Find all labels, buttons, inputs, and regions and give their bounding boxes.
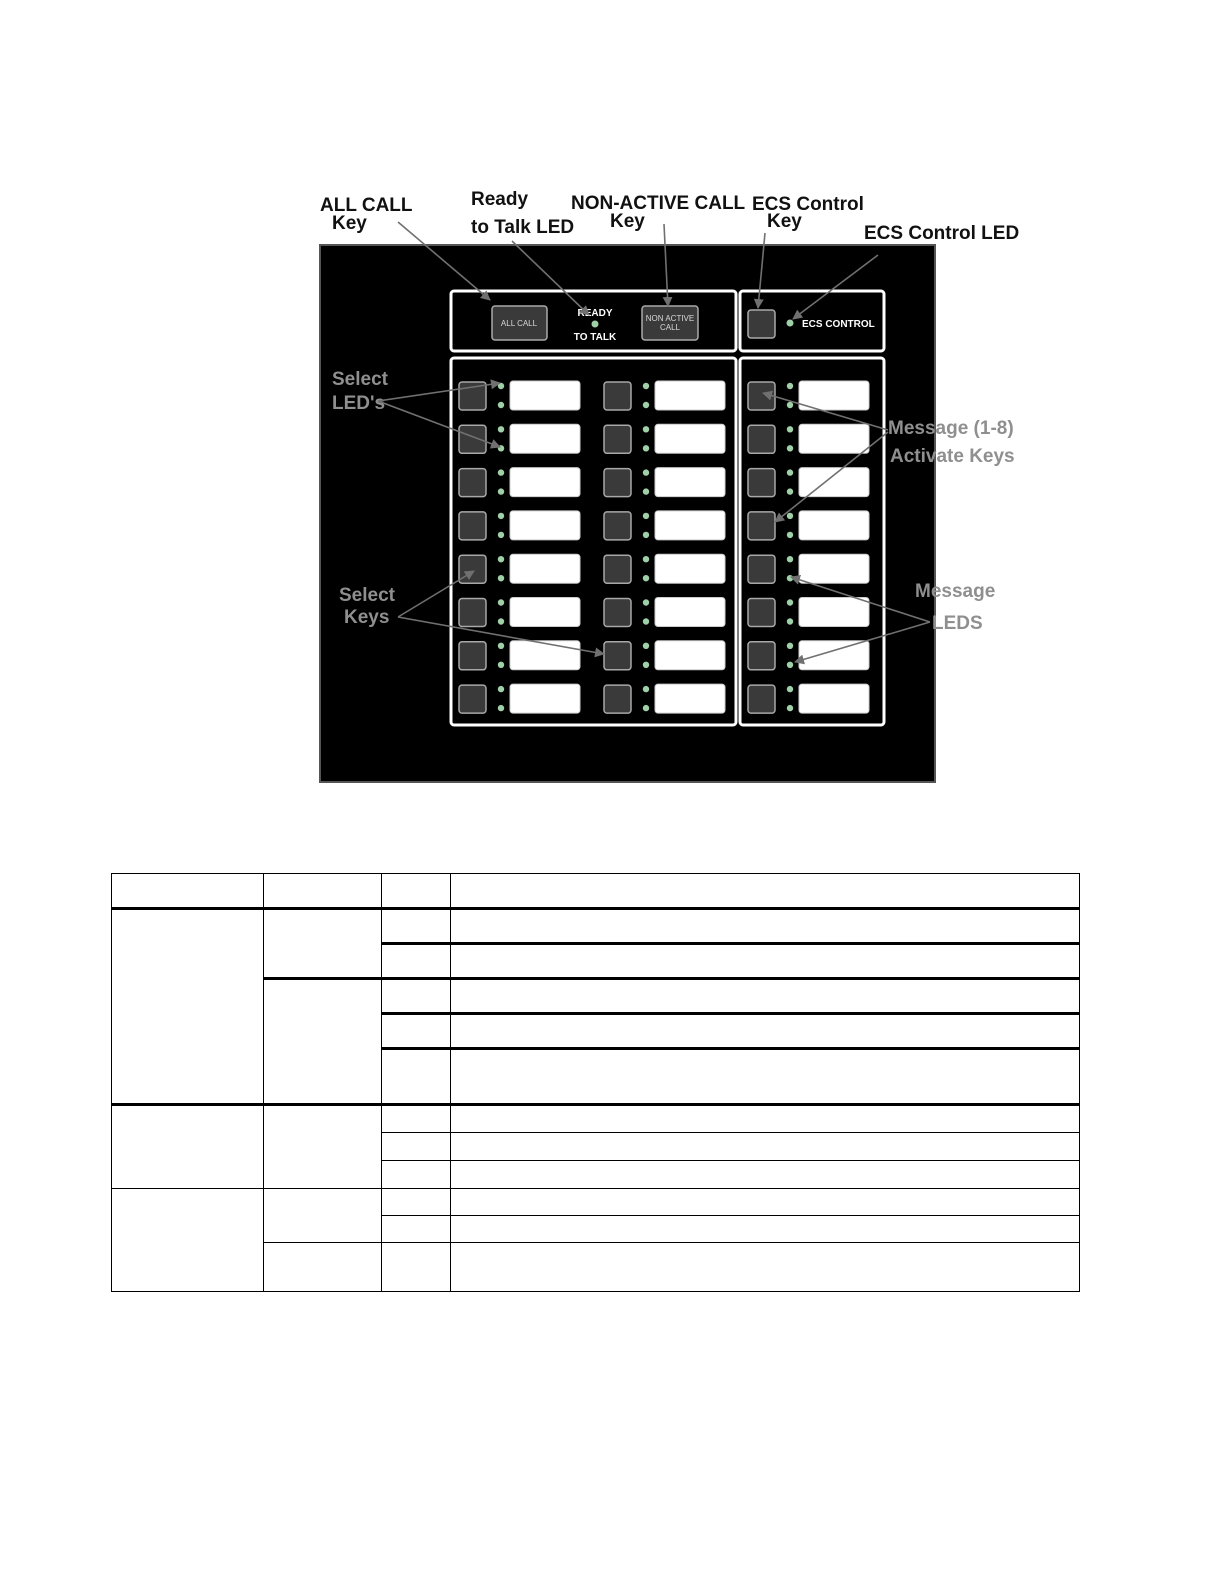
ecs-control-label: ECS CONTROL bbox=[802, 319, 875, 330]
callout-ecs-led: ECS Control LED bbox=[864, 223, 1020, 244]
callout-select-leds-1: Select bbox=[332, 369, 388, 390]
led-lower-c3-r2 bbox=[787, 445, 793, 451]
table-cell bbox=[264, 874, 382, 909]
table-cell bbox=[451, 874, 1080, 909]
table-cell bbox=[451, 1189, 1080, 1216]
ecs-control-key[interactable] bbox=[748, 310, 775, 338]
callout-message-keys-2: Activate Keys bbox=[890, 446, 1015, 467]
table-cell bbox=[451, 944, 1080, 979]
table-cell bbox=[382, 1216, 451, 1243]
led-lower-c3-r7 bbox=[787, 662, 793, 668]
led-upper-c3-r7 bbox=[787, 643, 793, 649]
table-cell bbox=[451, 1133, 1080, 1161]
select-key-c2-r3[interactable] bbox=[604, 469, 631, 497]
table-cell bbox=[382, 1243, 451, 1292]
to-talk-label: TO TALK bbox=[573, 332, 617, 343]
led-lower-c3-r1 bbox=[787, 402, 793, 408]
led-lower-c1-r1 bbox=[498, 402, 504, 408]
led-upper-c1-r2 bbox=[498, 426, 504, 432]
led-lower-c3-r8 bbox=[787, 705, 793, 711]
table-cell bbox=[382, 1161, 451, 1189]
select-key-c2-r7[interactable] bbox=[604, 642, 631, 670]
spec-table bbox=[111, 873, 1080, 1292]
select-key-c1-r7[interactable] bbox=[459, 642, 486, 670]
non-active-label-1: NON ACTIVE bbox=[645, 314, 695, 323]
label-window-c3-r2 bbox=[799, 424, 869, 453]
callout-select-keys-1: Select bbox=[339, 585, 395, 606]
table-cell bbox=[382, 1014, 451, 1049]
select-key-c2-r1[interactable] bbox=[604, 382, 631, 410]
table-cell bbox=[382, 909, 451, 944]
label-window-c2-r4 bbox=[655, 511, 725, 540]
label-window-c3-r5 bbox=[799, 554, 869, 583]
led-upper-c2-r3 bbox=[643, 469, 649, 475]
table-cell bbox=[382, 944, 451, 979]
table-cell bbox=[451, 909, 1080, 944]
led-lower-c1-r6 bbox=[498, 618, 504, 624]
led-lower-c2-r2 bbox=[643, 445, 649, 451]
led-upper-c1-r8 bbox=[498, 686, 504, 692]
led-upper-c3-r4 bbox=[787, 513, 793, 519]
select-key-c1-r3[interactable] bbox=[459, 469, 486, 497]
led-lower-c2-r3 bbox=[643, 488, 649, 494]
led-upper-c3-r1 bbox=[787, 383, 793, 389]
ecs-control-led bbox=[787, 320, 794, 327]
led-upper-c3-r2 bbox=[787, 426, 793, 432]
callout-all-call-1: ALL CALL bbox=[320, 195, 413, 216]
callout-select-keys-2: Keys bbox=[344, 607, 390, 628]
select-key-c1-r2[interactable] bbox=[459, 425, 486, 453]
label-window-c2-r1 bbox=[655, 381, 725, 410]
table-cell bbox=[112, 1189, 264, 1292]
callout-message-keys-1: Message (1-8) bbox=[888, 418, 1014, 439]
led-lower-c1-r5 bbox=[498, 575, 504, 581]
led-lower-c1-r4 bbox=[498, 532, 504, 538]
select-key-c2-r6[interactable] bbox=[604, 599, 631, 627]
table-cell bbox=[112, 874, 264, 909]
table-row bbox=[112, 1189, 1080, 1216]
led-upper-c2-r6 bbox=[643, 599, 649, 605]
table-cell bbox=[382, 1133, 451, 1161]
select-key-c1-r8[interactable] bbox=[459, 685, 486, 713]
led-upper-c1-r6 bbox=[498, 599, 504, 605]
label-window-c2-r2 bbox=[655, 424, 725, 453]
label-window-c1-r7 bbox=[510, 641, 580, 670]
led-upper-c2-r1 bbox=[643, 383, 649, 389]
led-lower-c2-r8 bbox=[643, 705, 649, 711]
led-lower-c1-r8 bbox=[498, 705, 504, 711]
select-key-c2-r5[interactable] bbox=[604, 555, 631, 583]
led-lower-c1-r3 bbox=[498, 488, 504, 494]
table-cell bbox=[112, 1105, 264, 1189]
label-window-c1-r2 bbox=[510, 424, 580, 453]
led-upper-c2-r7 bbox=[643, 643, 649, 649]
led-lower-c2-r7 bbox=[643, 662, 649, 668]
table-cell bbox=[451, 1105, 1080, 1133]
select-key-c1-r6[interactable] bbox=[459, 599, 486, 627]
table-cell bbox=[382, 1105, 451, 1133]
table-header-row bbox=[112, 874, 1080, 909]
select-key-c2-r2[interactable] bbox=[604, 425, 631, 453]
led-lower-c2-r6 bbox=[643, 618, 649, 624]
led-upper-c2-r8 bbox=[643, 686, 649, 692]
led-upper-c1-r5 bbox=[498, 556, 504, 562]
label-window-c1-r5 bbox=[510, 554, 580, 583]
led-upper-c1-r7 bbox=[498, 643, 504, 649]
callout-select-leds-2: LED's bbox=[332, 393, 386, 414]
label-window-c3-r6 bbox=[799, 598, 869, 627]
led-upper-c2-r4 bbox=[643, 513, 649, 519]
callout-message-leds-2: LEDS bbox=[932, 613, 983, 634]
led-lower-c2-r4 bbox=[643, 532, 649, 538]
callout-all-call-2: Key bbox=[332, 213, 367, 234]
table-row bbox=[112, 909, 1080, 944]
non-active-label-2: CALL bbox=[659, 323, 681, 332]
led-lower-c3-r6 bbox=[787, 618, 793, 624]
select-key-c2-r4[interactable] bbox=[604, 512, 631, 540]
label-window-c2-r8 bbox=[655, 684, 725, 713]
led-lower-c2-r5 bbox=[643, 575, 649, 581]
label-window-c1-r1 bbox=[510, 381, 580, 410]
callout-ready-1: Ready bbox=[471, 189, 529, 210]
label-window-c1-r8 bbox=[510, 684, 580, 713]
table-cell bbox=[382, 1189, 451, 1216]
led-upper-c1-r4 bbox=[498, 513, 504, 519]
table-cell bbox=[451, 979, 1080, 1014]
select-key-c1-r4[interactable] bbox=[459, 512, 486, 540]
select-key-c3-r8[interactable] bbox=[748, 685, 775, 713]
led-upper-c3-r6 bbox=[787, 599, 793, 605]
label-window-c1-r6 bbox=[510, 598, 580, 627]
select-key-c1-r5[interactable] bbox=[459, 555, 486, 583]
led-lower-c2-r1 bbox=[643, 402, 649, 408]
table-cell bbox=[382, 979, 451, 1014]
table-cell bbox=[112, 909, 264, 1105]
ready-label: READY bbox=[577, 308, 613, 319]
table-cell bbox=[382, 1049, 451, 1105]
table-cell bbox=[264, 1189, 382, 1243]
label-window-c3-r3 bbox=[799, 468, 869, 497]
table-cell bbox=[264, 1105, 382, 1189]
select-key-c3-r3[interactable] bbox=[748, 469, 775, 497]
label-window-c1-r4 bbox=[510, 511, 580, 540]
table-cell bbox=[451, 1049, 1080, 1105]
all-call-key-label: ALL CALL bbox=[500, 319, 538, 328]
select-key-c3-r7[interactable] bbox=[748, 642, 775, 670]
select-key-c3-r2[interactable] bbox=[748, 425, 775, 453]
table-cell bbox=[382, 874, 451, 909]
label-window-c2-r3 bbox=[655, 468, 725, 497]
select-key-c2-r8[interactable] bbox=[604, 685, 631, 713]
callout-message-leds-1: Message bbox=[915, 581, 996, 602]
table-cell bbox=[264, 909, 382, 979]
table-cell bbox=[451, 1216, 1080, 1243]
led-lower-c1-r7 bbox=[498, 662, 504, 668]
callout-ecs-key-2: Key bbox=[767, 211, 802, 232]
label-window-c3-r8 bbox=[799, 684, 869, 713]
select-key-c3-r6[interactable] bbox=[748, 599, 775, 627]
table-cell bbox=[451, 1014, 1080, 1049]
ready-to-talk-led bbox=[592, 321, 599, 328]
table-cell bbox=[451, 1243, 1080, 1292]
select-key-c3-r5[interactable] bbox=[748, 555, 775, 583]
callout-ecs-key-1: ECS Control bbox=[752, 194, 864, 215]
label-window-c2-r6 bbox=[655, 598, 725, 627]
label-window-c3-r1 bbox=[799, 381, 869, 410]
label-window-c1-r3 bbox=[510, 468, 580, 497]
callout-non-active-2: Key bbox=[610, 211, 645, 232]
led-upper-c2-r5 bbox=[643, 556, 649, 562]
led-lower-c3-r4 bbox=[787, 532, 793, 538]
table-cell bbox=[451, 1161, 1080, 1189]
led-upper-c2-r2 bbox=[643, 426, 649, 432]
table-cell bbox=[264, 979, 382, 1105]
callout-ready-2: to Talk LED bbox=[471, 217, 575, 238]
label-window-c2-r5 bbox=[655, 554, 725, 583]
label-window-c2-r7 bbox=[655, 641, 725, 670]
led-upper-c3-r5 bbox=[787, 556, 793, 562]
callout-non-active-1: NON-ACTIVE CALL bbox=[571, 193, 746, 214]
led-upper-c3-r8 bbox=[787, 686, 793, 692]
select-key-c3-r4[interactable] bbox=[748, 512, 775, 540]
label-window-c3-r7 bbox=[799, 641, 869, 670]
led-upper-c1-r3 bbox=[498, 469, 504, 475]
led-lower-c3-r3 bbox=[787, 488, 793, 494]
table-cell bbox=[264, 1243, 382, 1292]
label-window-c3-r4 bbox=[799, 511, 869, 540]
led-upper-c3-r3 bbox=[787, 469, 793, 475]
table-row bbox=[112, 1105, 1080, 1133]
